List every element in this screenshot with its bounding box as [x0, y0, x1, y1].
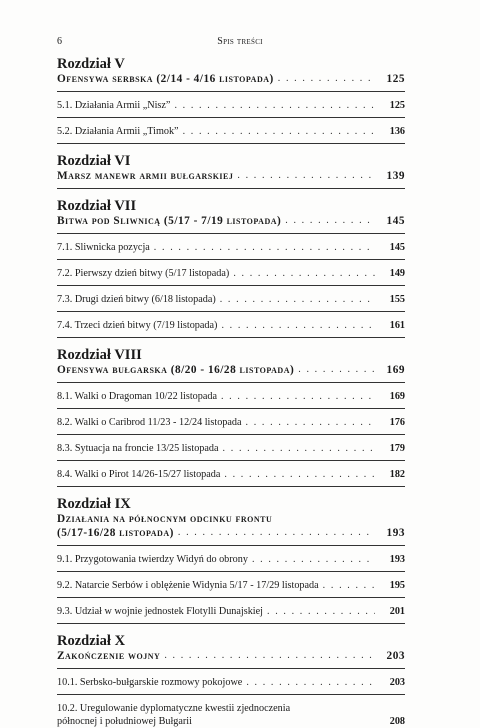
- leader-dots: [246, 677, 375, 689]
- page-number: 6: [57, 36, 62, 47]
- leader-dots: [178, 526, 375, 540]
- page-ref: 203: [389, 677, 405, 688]
- entry-label: 9.2. Natarcie Serbów i oblężenie Widynia 5/17 - 17/29 listopada: [57, 580, 319, 591]
- chapter-heading: Rozdział VII: [57, 198, 137, 214]
- chapter-title-line1: Działania na północnym odcinku frontu: [57, 513, 273, 525]
- page-ref: 161: [389, 320, 405, 331]
- entry-label: 7.1. Sliwnicka pozycja: [57, 242, 150, 253]
- page-ref: 125: [386, 73, 405, 85]
- divider: [57, 434, 405, 435]
- chapter-title-row[interactable]: [57, 512, 405, 540]
- page-ref: 208: [389, 716, 405, 727]
- entry-label: 5.2. Działania Armii „Timok”: [57, 126, 179, 137]
- page-ref: 203: [386, 650, 405, 662]
- entry-label: 5.1. Działania Armii „Nisz”: [57, 100, 171, 111]
- chapter-v: [57, 57, 405, 144]
- entry-label: 7.3. Drugi dzień bitwy (6/18 listopada): [57, 294, 216, 305]
- chapter-heading: Rozdział VI: [57, 153, 131, 169]
- chapter-heading: Rozdział V: [57, 56, 125, 72]
- leader-dots: [221, 320, 375, 332]
- leader-dots: [285, 214, 375, 228]
- entry-label: 7.2. Pierwszy dzień bitwy (5/17 listopada): [57, 268, 230, 279]
- divider: [57, 91, 405, 92]
- page-ref: 182: [389, 469, 405, 480]
- divider: [57, 694, 405, 695]
- toc-entry[interactable]: [57, 417, 405, 429]
- chapter-viii: [57, 348, 405, 487]
- entry-label: 9.1. Przygotowania twierdzy Widyń do obrony: [57, 554, 248, 565]
- leader-dots: [233, 268, 375, 280]
- leader-dots: [164, 649, 375, 663]
- toc-entry[interactable]: [57, 580, 405, 592]
- toc-entry[interactable]: [57, 320, 405, 332]
- page-ref: 136: [389, 126, 405, 137]
- entry-label: 8.2. Walki o Caribrod 11/23 - 12/24 listopada: [57, 417, 242, 428]
- divider: [57, 337, 405, 338]
- toc-entry[interactable]: [57, 126, 405, 138]
- leader-dots: [154, 242, 375, 254]
- page-ref: 145: [389, 242, 405, 253]
- entry-label-line1: 10.2. Uregulowanie dyplomatyczne kwestii zjednoczenia: [57, 703, 291, 714]
- page-ref: 145: [386, 215, 405, 227]
- leader-dots: [224, 469, 375, 481]
- leader-dots: [220, 294, 375, 306]
- chapter-ix: [57, 497, 405, 624]
- running-title: Spis treści: [217, 36, 263, 47]
- divider: [57, 545, 405, 546]
- page-ref: 176: [389, 417, 405, 428]
- chapter-title-row[interactable]: [57, 214, 405, 228]
- leader-dots: [237, 169, 375, 183]
- divider: [57, 668, 405, 669]
- divider: [57, 285, 405, 286]
- page-ref: 195: [389, 580, 405, 591]
- divider: [57, 408, 405, 409]
- toc-entry[interactable]: [57, 294, 405, 306]
- divider: [57, 571, 405, 572]
- entry-label: 8.3. Sytuacja na froncie 13/25 listopada: [57, 443, 219, 454]
- chapter-x: [57, 634, 405, 728]
- divider: [57, 486, 405, 487]
- leader-dots: [246, 417, 375, 429]
- chapter-title-line2: (5/17-16/28 listopada): [57, 527, 174, 539]
- chapter-title-row[interactable]: [57, 72, 405, 86]
- divider: [57, 117, 405, 118]
- toc-entry[interactable]: [57, 268, 405, 280]
- chapter-title: Zakończenie wojny: [57, 650, 161, 662]
- chapter-vi: [57, 154, 405, 189]
- chapter-title: Ofensywa serbska (2/14 - 4/16 listopada): [57, 73, 274, 85]
- leader-dots: [223, 443, 375, 455]
- leader-dots: [174, 100, 375, 112]
- toc-entry[interactable]: [57, 100, 405, 112]
- entry-label: 9.3. Udział w wojnie jednostek Flotylli Dunajskiej: [57, 606, 263, 617]
- page-ref: 155: [389, 294, 405, 305]
- divider: [57, 143, 405, 144]
- toc-entry[interactable]: [57, 554, 405, 566]
- page-ref: 201: [389, 606, 405, 617]
- leader-dots: [323, 580, 375, 592]
- chapter-heading: Rozdział X: [57, 633, 126, 649]
- chapter-title: Bitwa pod Sliwnicą (5/17 - 7/19 listopada): [57, 215, 282, 227]
- toc-entry[interactable]: [57, 391, 405, 403]
- leader-dots: [267, 606, 375, 618]
- table-of-contents: [57, 57, 405, 728]
- page-ref: 193: [389, 554, 405, 565]
- toc-entry[interactable]: [57, 443, 405, 455]
- entry-label: 8.1. Walki o Dragoman 10/22 listopada: [57, 391, 217, 402]
- chapter-heading: Rozdział IX: [57, 496, 131, 512]
- toc-entry[interactable]: [57, 677, 405, 689]
- leader-dots: [298, 363, 375, 377]
- divider: [57, 311, 405, 312]
- toc-entry[interactable]: [57, 606, 405, 618]
- page-ref: 179: [389, 443, 405, 454]
- entry-label: 7.4. Trzeci dzień bitwy (7/19 listopada): [57, 320, 218, 331]
- page-ref: 193: [386, 527, 405, 539]
- page-ref: 139: [386, 170, 405, 182]
- chapter-title-row[interactable]: [57, 363, 405, 377]
- divider: [57, 460, 405, 461]
- leader-dots: [252, 554, 375, 566]
- page-ref: 169: [386, 364, 405, 376]
- toc-entry[interactable]: [57, 702, 405, 728]
- chapter-title: Marsz manewr armii bułgarskiej: [57, 170, 234, 182]
- divider: [57, 623, 405, 624]
- toc-entry[interactable]: [57, 469, 405, 481]
- chapter-heading: Rozdział VIII: [57, 347, 142, 363]
- divider: [57, 382, 405, 383]
- leader-dots: [183, 126, 375, 138]
- divider: [57, 188, 405, 189]
- leader-dots: [278, 72, 375, 86]
- chapter-title-row[interactable]: [57, 649, 405, 663]
- divider: [57, 597, 405, 598]
- chapter-title: Ofensywa bułgarska (8/20 - 16/28 listopada): [57, 364, 295, 376]
- page-ref: 125: [389, 100, 405, 111]
- entry-label-line2: północnej i południowej Bułgarii: [57, 716, 192, 727]
- leader-dots: [221, 391, 375, 403]
- entry-label: 8.4. Walki o Pirot 14/26-15/27 listopada: [57, 469, 221, 480]
- divider: [57, 233, 405, 234]
- toc-entry[interactable]: [57, 242, 405, 254]
- entry-label: 10.1. Serbsko-bułgarskie rozmowy pokojowe: [57, 677, 243, 688]
- page-ref: 149: [389, 268, 405, 279]
- chapter-title-row[interactable]: [57, 169, 405, 183]
- chapter-vii: [57, 199, 405, 338]
- page-ref: 169: [389, 391, 405, 402]
- divider: [57, 259, 405, 260]
